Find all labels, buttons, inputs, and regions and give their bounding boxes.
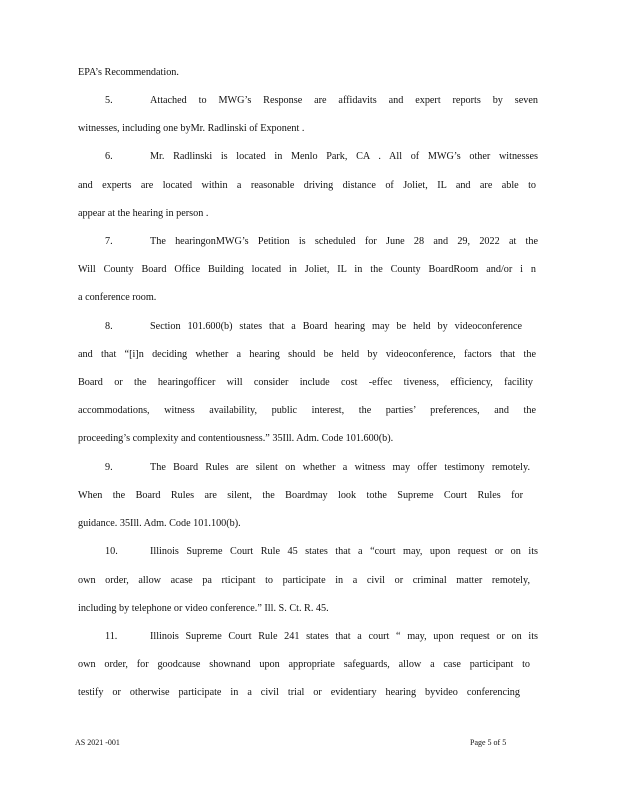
text-line: EPA’s Recommendation.: [78, 67, 179, 78]
paragraph-first-line: Illinois Supreme Court Rule 241 states that a court “ may, upon request or on its: [150, 631, 538, 642]
paragraph-number: 9.: [105, 462, 113, 473]
footer-page-number: Page 5 of 5: [470, 738, 507, 747]
paragraph-first-line: Section 101.600(b) states that a Board hearing may be held by videoconference: [150, 321, 522, 332]
text-line: own order, for goodcause shownand upon appropriate safeguards, allow a case participant to: [78, 659, 530, 670]
paragraph-first-line: Attached to MWG’s Response are affidavits and expert reports by seven: [150, 95, 538, 106]
paragraph-first-line: The Board Rules are silent on whether a witness may offer testimony remotely.: [150, 462, 530, 473]
text-line: own order, allow acase pa rticipant to participate in a civil or criminal matter remotely,: [78, 575, 530, 586]
paragraph-number: 11.: [105, 631, 118, 642]
text-line: proceeding’s complexity and contentiousness.” 35Ill. Adm. Code 101.600(b).: [78, 433, 394, 444]
paragraph-first-line: Mr. Radlinski is located in Menlo Park, CA . All of MWG’s other witnesses: [150, 151, 538, 162]
footer-case-number: AS 2021 -001: [75, 738, 120, 747]
text-line: witnesses, including one byMr. Radlinski of Exponent .: [78, 123, 305, 134]
paragraph-number: 8.: [105, 321, 113, 332]
paragraph-number: 5.: [105, 95, 113, 106]
text-line: and that “[i]n deciding whether a hearing should be held by videoconference, factors that the: [78, 349, 536, 360]
text-line: testify or otherwise participate in a civil trial or evidentiary hearing byvideo conferencing: [78, 687, 520, 698]
text-line: guidance. 35Ill. Adm. Code 101.100(b).: [78, 518, 241, 529]
text-line: including by telephone or video conference.” Ill. S. Ct. R. 45.: [78, 603, 329, 614]
text-line: and experts are located within a reasonable driving distance of Joliet, IL and are able to: [78, 180, 536, 191]
paragraph-number: 6.: [105, 151, 113, 162]
paragraph-first-line: Illinois Supreme Court Rule 45 states that a “court may, upon request or on its: [150, 546, 538, 557]
text-line: Board or the hearingofficer will consider include cost -effec tiveness, efficiency, facility: [78, 377, 533, 388]
paragraph-first-line: The hearingonMWG’s Petition is scheduled for June 28 and 29, 2022 at the: [150, 236, 538, 247]
paragraph-number: 10.: [105, 546, 118, 557]
text-line: appear at the hearing in person .: [78, 208, 209, 219]
text-line: When the Board Rules are silent, the Boardmay look tothe Supreme Court Rules for: [78, 490, 523, 501]
text-line: Will County Board Office Building located in Joliet, IL in the County BoardRoom and/or i n: [78, 264, 536, 275]
paragraph-number: 7.: [105, 236, 113, 247]
text-line: a conference room.: [78, 292, 157, 303]
text-line: accommodations, witness availability, public interest, the parties’ preferences, and the: [78, 405, 536, 416]
